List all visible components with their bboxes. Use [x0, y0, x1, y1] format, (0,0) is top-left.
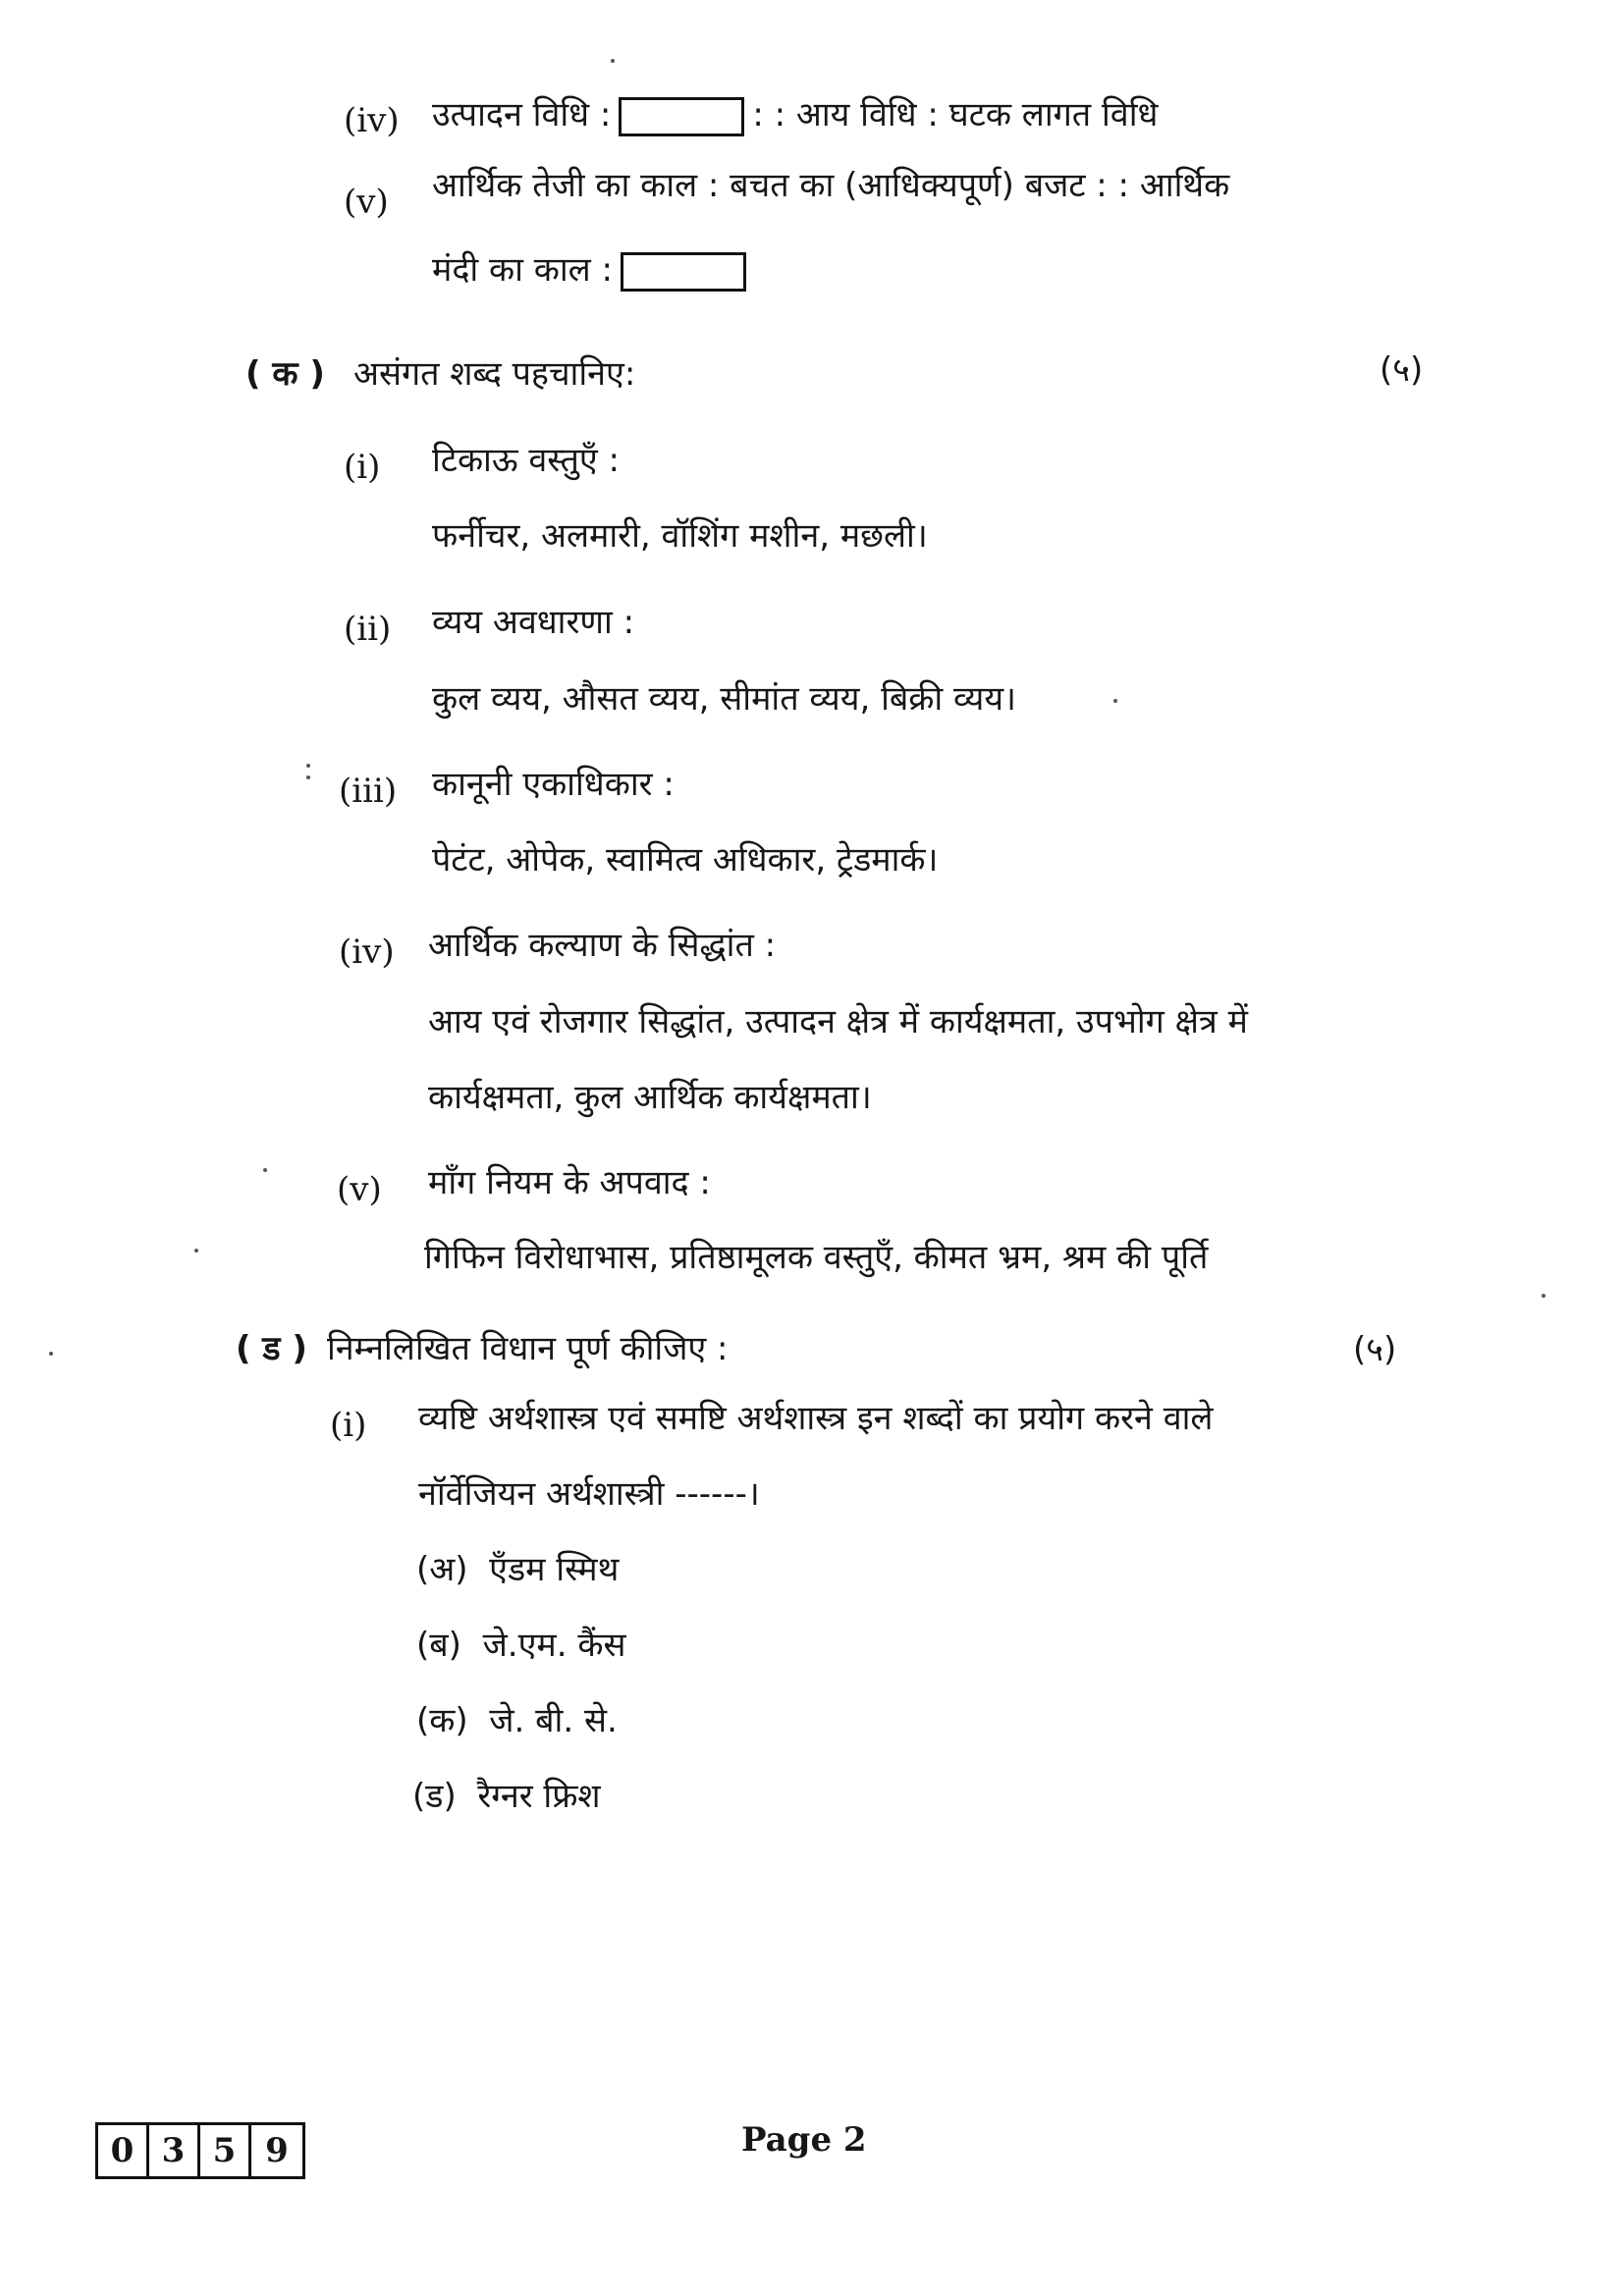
option-a[interactable] — [416, 1551, 619, 1589]
item-options-cont: कार्यक्षमता, कुल आर्थिक कार्यक्षमता। — [428, 1078, 872, 1117]
analogy-iv-text-a: उत्पादन विधि : — [432, 95, 612, 134]
item-roman: (iv) — [339, 933, 395, 972]
option-b[interactable] — [416, 1627, 625, 1665]
code-digit: 9 — [265, 2131, 289, 2170]
page-number: Page 2 — [741, 2120, 867, 2160]
analogy-iv — [432, 96, 1158, 136]
paper-code-boxes — [95, 2122, 305, 2179]
scan-speck — [1113, 699, 1117, 703]
section-marks-c: (५) — [1380, 350, 1424, 390]
question-line1: व्यष्टि अर्थशास्त्र एवं समष्टि अर्थशास्त्र इन शब्दों का प्रयोग करने वाले — [418, 1399, 1214, 1438]
scan-speck — [306, 764, 310, 768]
option-text: जे.एम. कैंस — [482, 1626, 626, 1665]
item-title: आर्थिक कल्याण के सिद्धांत : — [428, 926, 777, 965]
option-d[interactable] — [412, 1778, 601, 1816]
item-roman: (i) — [344, 448, 381, 487]
scan-speck — [1542, 1294, 1545, 1298]
section-heading-c: असंगत शब्द पहचानिए: — [353, 354, 636, 394]
scan-speck — [263, 1168, 267, 1172]
item-options: कुल व्यय, औसत व्यय, सीमांत व्यय, बिक्री व्यय। — [432, 679, 1016, 719]
item-roman: (i) — [330, 1406, 367, 1445]
item-options: गिफिन विरोधाभास, प्रतिष्ठामूलक वस्तुएँ, कीमत भ्रम, श्रम की पूर्ति — [424, 1238, 1209, 1277]
scan-speck — [611, 59, 615, 63]
code-digit: 3 — [149, 2125, 200, 2176]
option-key: (अ) — [416, 1550, 468, 1589]
section-label-d: ( ड ) — [236, 1329, 307, 1368]
analogy-v-line1: आर्थिक तेजी का काल : बचत का (आधिक्यपूर्ण) बजट : : आर्थिक — [432, 166, 1230, 205]
item-title: टिकाऊ वस्तुएँ : — [432, 441, 620, 480]
analogy-v-line2 — [432, 251, 746, 292]
option-key: (ब) — [416, 1626, 461, 1665]
scan-speck — [49, 1352, 53, 1356]
item-options: आय एवं रोजगार सिद्धांत, उत्पादन क्षेत्र में कार्यक्षमता, उपभोग क्षेत्र में — [428, 1002, 1248, 1041]
item-roman-iv: (iv) — [344, 101, 400, 140]
section-marks-d: (५) — [1353, 1330, 1397, 1369]
option-text: जे. बी. से. — [489, 1701, 618, 1740]
item-title: कानूनी एकाधिकार : — [432, 765, 675, 804]
option-key: (क) — [416, 1701, 468, 1740]
item-roman: (ii) — [344, 610, 392, 649]
section-heading-d: निम्नलिखित विधान पूर्ण कीजिए : — [327, 1329, 729, 1368]
option-key: (ड) — [412, 1777, 457, 1816]
item-title: माँग नियम के अपवाद : — [428, 1163, 711, 1202]
scan-speck — [194, 1249, 198, 1253]
option-c[interactable] — [416, 1702, 618, 1740]
question-line2: नॉर्वेजियन अर्थशास्त्री ------। — [418, 1474, 760, 1514]
analogy-v-text: मंदी का काल : — [432, 250, 613, 290]
scan-speck — [306, 775, 310, 779]
answer-blank-box[interactable] — [621, 252, 746, 292]
option-text: एँडम स्मिथ — [489, 1550, 620, 1589]
item-options: पेटंट, ओपेक, स्वामित्व अधिकार, ट्रेडमार्क। — [432, 840, 939, 880]
item-roman: (iii) — [339, 772, 398, 811]
answer-blank-box[interactable] — [619, 97, 744, 136]
code-digit: 0 — [98, 2125, 149, 2176]
section-label-c: ( क ) — [245, 354, 325, 394]
item-title: व्यय अवधारणा : — [432, 603, 635, 642]
option-text: रैग्नर फ्रिश — [477, 1777, 601, 1816]
analogy-iv-text-b: : : आय विधि : घटक लागत विधि — [752, 95, 1159, 134]
item-options: फर्नीचर, अलमारी, वॉशिंग मशीन, मछली। — [432, 516, 928, 556]
item-roman: (v) — [337, 1170, 382, 1209]
item-roman-v: (v) — [344, 183, 389, 222]
code-digit: 5 — [200, 2125, 251, 2176]
